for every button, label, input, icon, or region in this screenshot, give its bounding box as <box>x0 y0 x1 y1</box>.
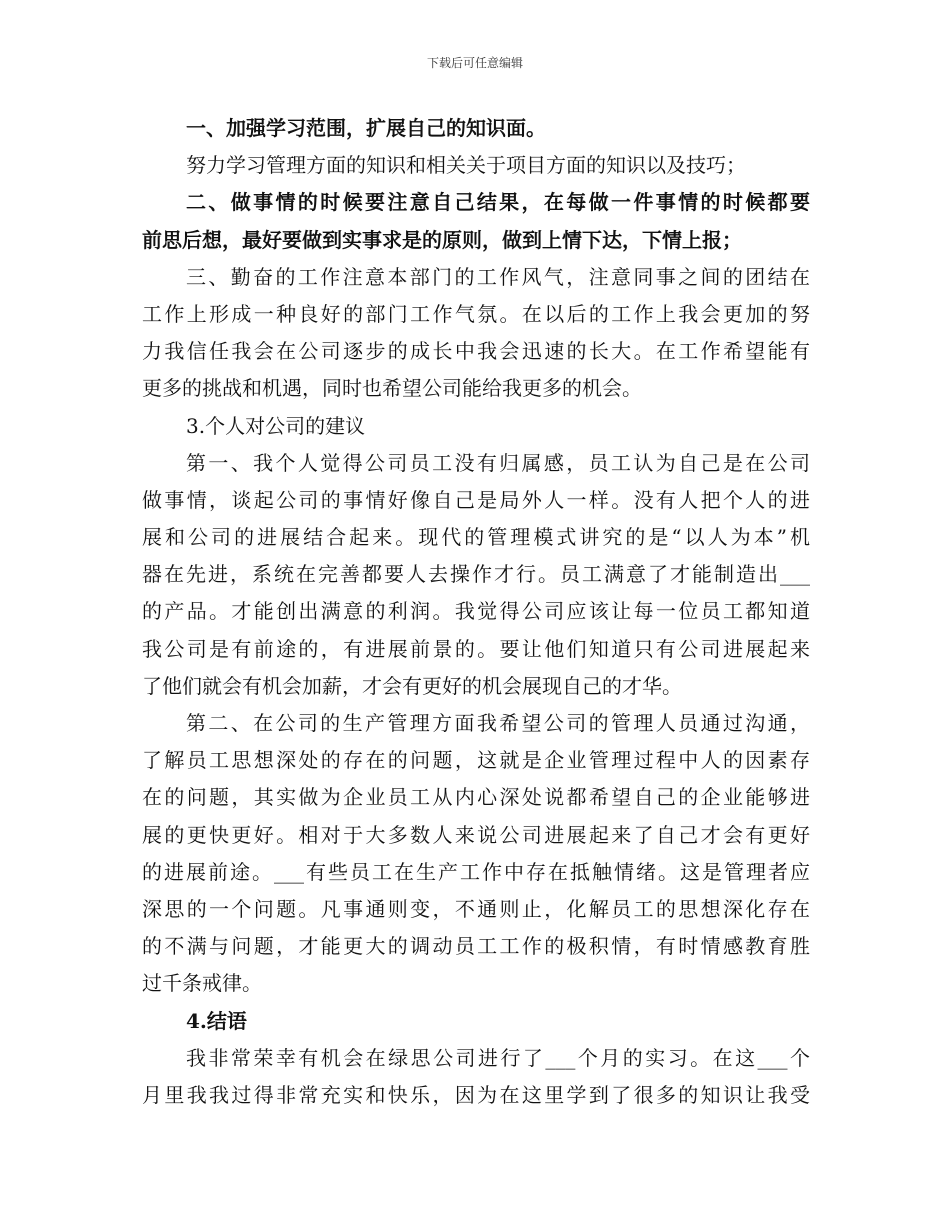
text-line: 的进展前途。___有些员工在生产工作中存在抵触情绪。这是管理者应 <box>142 859 810 884</box>
text-line: 器在先进，系统在完善都要人去操作才行。员工满意了才能制造出___ <box>142 562 810 587</box>
text-line: 努力学习管理方面的知识和相关关于项目方面的知识以及技巧； <box>186 153 746 178</box>
text-line: 过千条戒律。 <box>142 971 262 996</box>
text-line: 3.个人对公司的建议 <box>186 413 366 438</box>
document-body <box>142 110 810 1114</box>
text-line: 前思后想，最好要做到实事求是的原则，做到上情下达，下情上报； <box>142 227 742 252</box>
text-line: 深思的一个问题。凡事通则变，不通则止，化解员工的思想深化存在 <box>142 896 810 921</box>
text-line: 三、勤奋的工作注意本部门的工作风气，注意同事之间的团结在 <box>186 264 810 289</box>
text-line: 一、加强学习范围，扩展自己的知识面。 <box>186 116 546 140</box>
text-line: 在的问题，其实做为企业员工从内心深处说都希望自己的企业能够进 <box>142 785 810 810</box>
text-line: 4.结语 <box>186 1008 247 1033</box>
text-line: 了他们就会有机会加薪，才会有更好的机会展现自己的才华。 <box>142 673 682 698</box>
text-line: 我公司是有前途的，有进展前景的。要让他们知道只有公司进展起来 <box>142 636 810 661</box>
text-line: 第二、在公司的生产管理方面我希望公司的管理人员通过沟通， <box>186 711 810 735</box>
text-line: 做事情，谈起公司的事情好像自己是局外人一样。没有人把个人的进 <box>142 487 810 512</box>
text-line: 第一、我个人觉得公司员工没有归属感，员工认为自己是在公司 <box>186 450 810 475</box>
text-line: 月里我我过得非常充实和快乐，因为在这里学到了很多的知识让我受 <box>142 1082 810 1107</box>
text-line: 了解员工思想深处的存在的问题，这就是企业管理过程中人的因素存 <box>142 748 810 773</box>
text-line: 工作上形成一种良好的部门工作气氛。在以后的工作上我会更加的努 <box>142 301 810 326</box>
text-line: 展的更快更好。相对于大多数人来说公司进展起来了自己才会有更好 <box>142 822 810 847</box>
text-line: 展和公司的进展结合起来。现代的管理模式讲究的是“以人为本”机 <box>142 525 810 550</box>
text-line: 的产品。才能创出满意的利润。我觉得公司应该让每一位员工都知道 <box>142 599 810 624</box>
text-line: 的不满与问题，才能更大的调动员工工作的极积情，有时情感教育胜 <box>142 934 810 959</box>
text-line: 我非常荣幸有机会在绿思公司进行了___个月的实习。在这___个 <box>186 1045 810 1070</box>
text-line: 力我信任我会在公司逐步的成长中我会迅速的长大。在工作希望能有 <box>142 339 810 364</box>
page-header-note: 下载后可任意编辑 <box>426 56 523 70</box>
text-line: 更多的挑战和机遇，同时也希望公司能给我更多的机会。 <box>142 376 642 401</box>
text-line: 二、做事情的时候要注意自己结果，在每做一件事情的时候都要 <box>186 190 810 215</box>
